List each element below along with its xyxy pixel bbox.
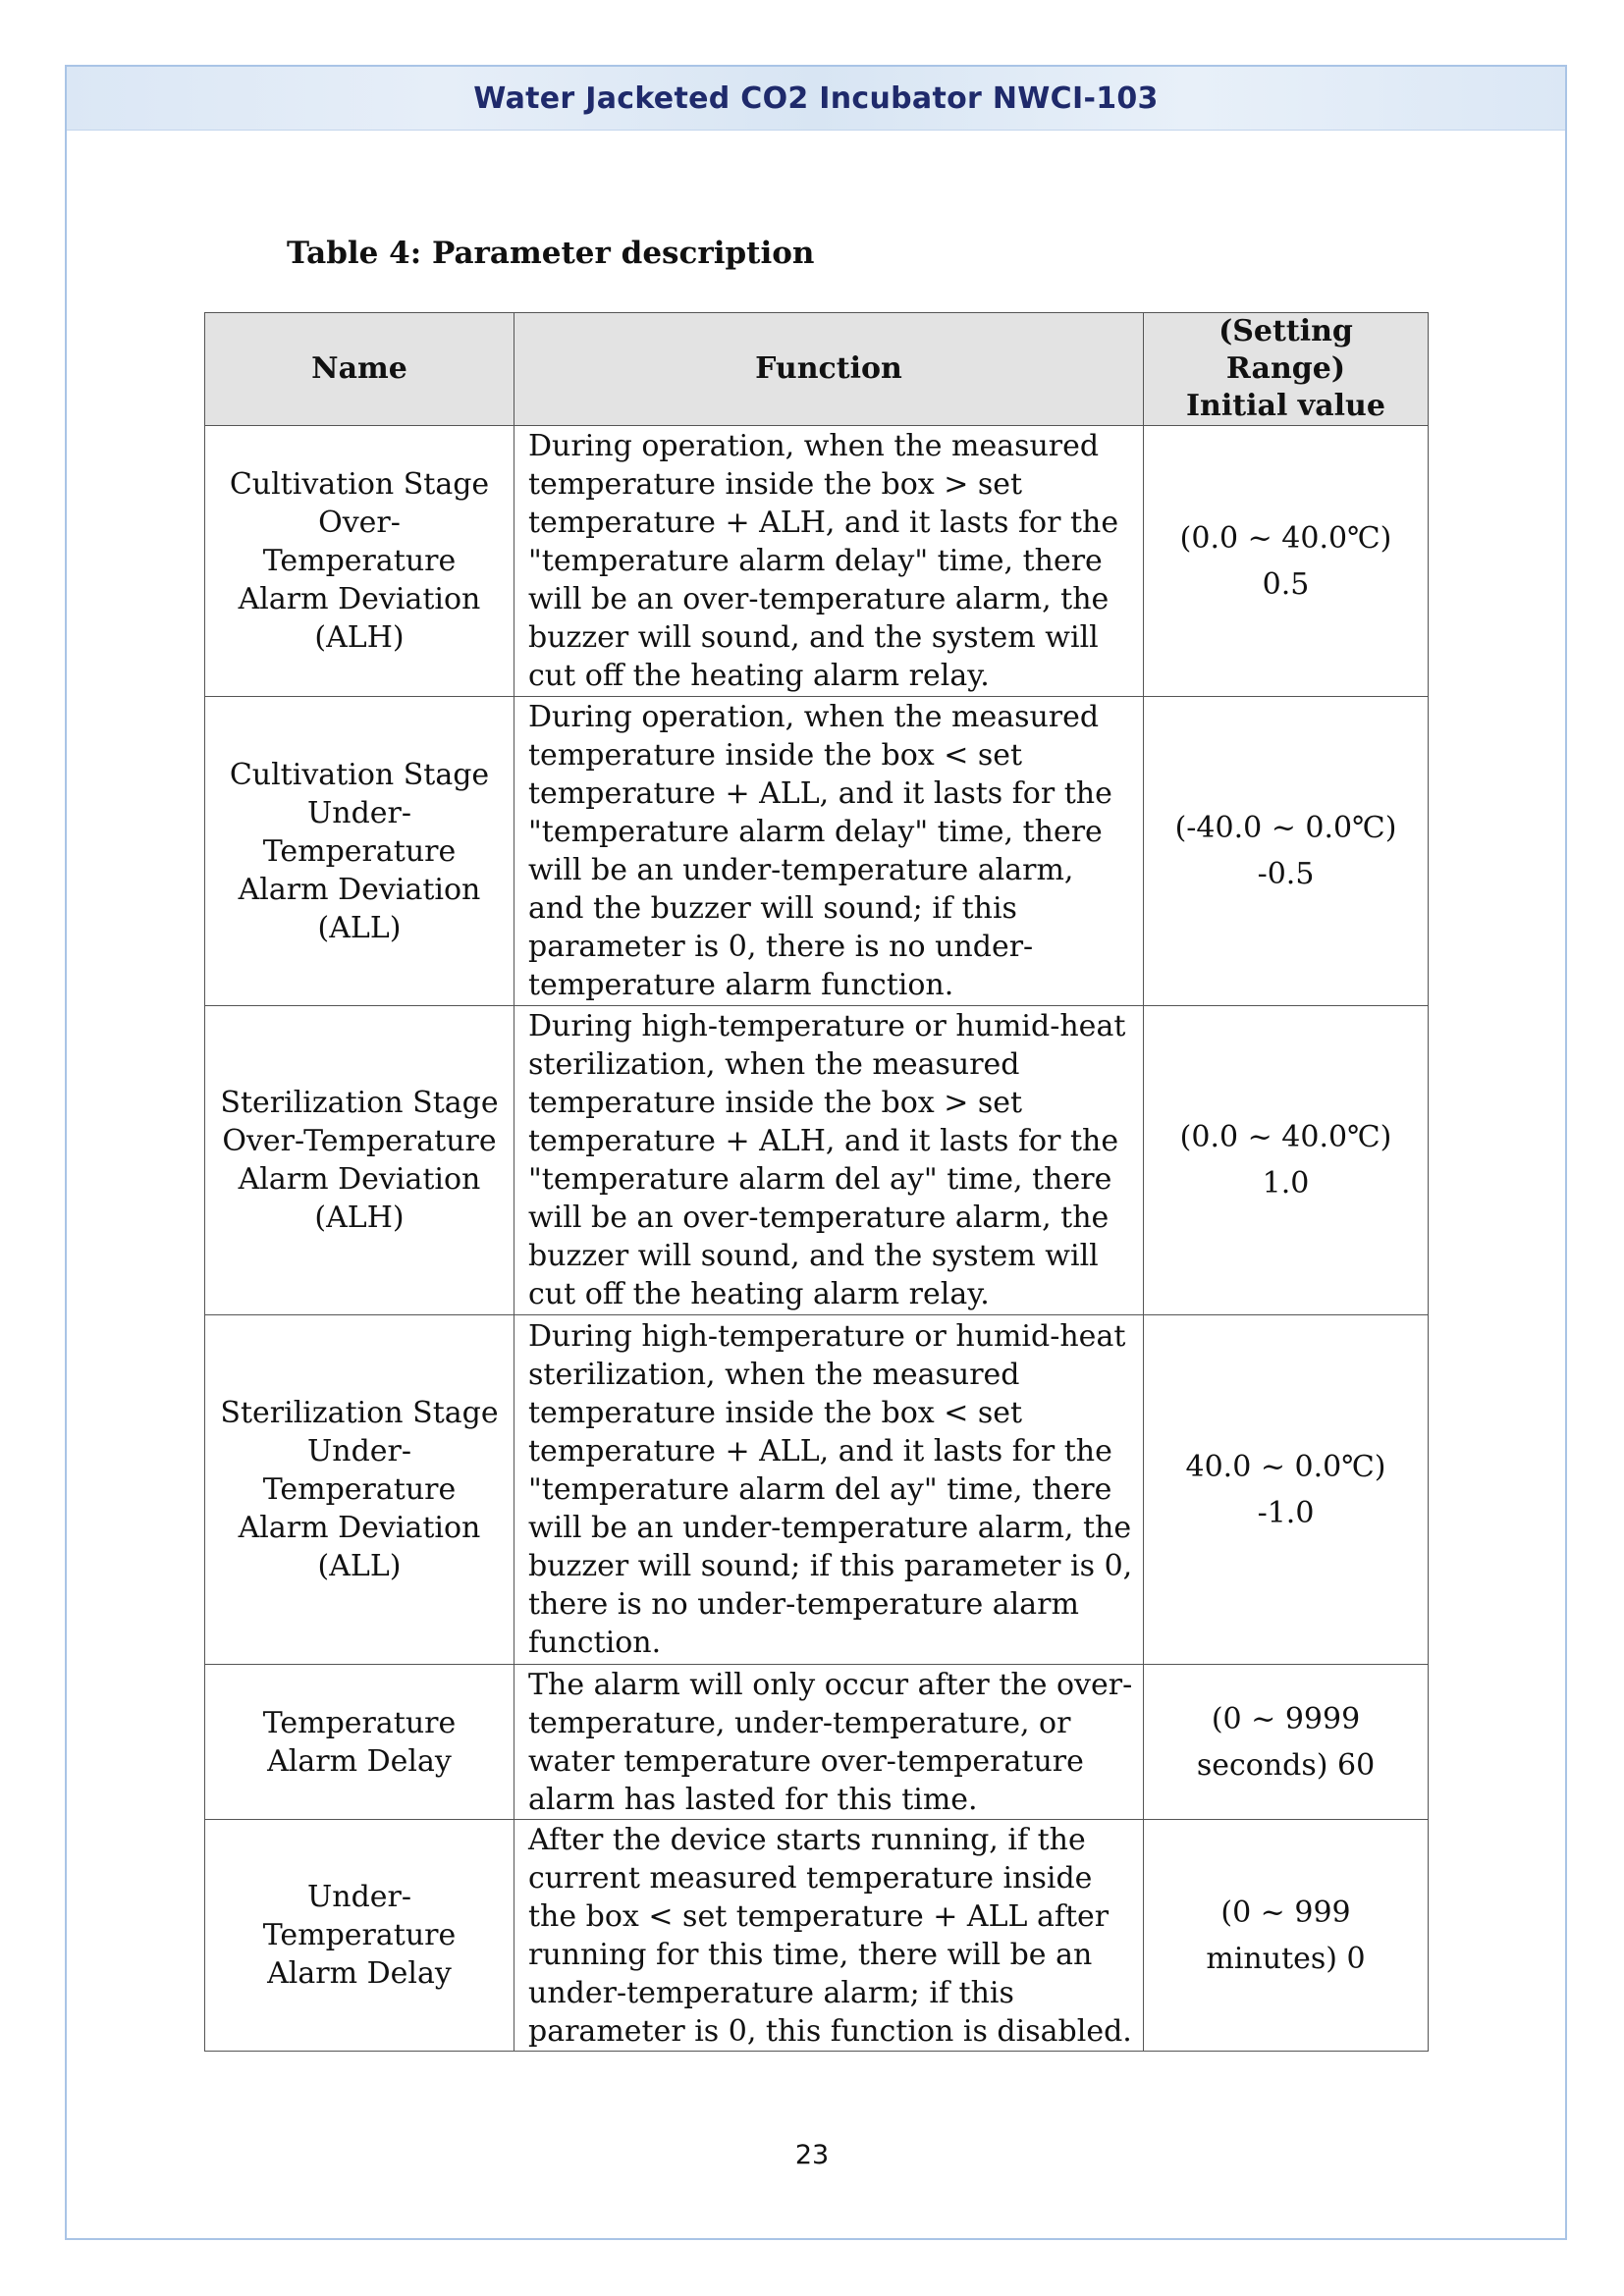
table-row: [205, 1315, 1429, 1665]
cell-function: During high-temperature or humid-heat sterilization, when the measured temperature inside the box > set temperature + ALH, and it lasts for the "temperature alarm del ay" time, there will be an over-temperature alarm, the buzzer will sound, and the system will cut off the heating alarm relay.: [514, 1006, 1144, 1315]
column-header-name: Name: [205, 313, 514, 426]
cell-range: (0 ~ 9999 seconds) 60: [1144, 1665, 1429, 1820]
cell-function: After the device starts running, if the current measured temperature inside the box < set temperature + ALL after running for this time, there will be an under-temperature alarm; if this parameter is 0, this function is disabled.: [514, 1820, 1144, 2052]
table-row: [205, 1006, 1429, 1315]
cell-function: The alarm will only occur after the over-temperature, under-temperature, or water temperature over-temperature alarm has lasted for this time.: [514, 1665, 1144, 1820]
table-row: [205, 426, 1429, 697]
cell-range: (-40.0 ~ 0.0℃) -0.5: [1144, 697, 1429, 1006]
table-row: [205, 697, 1429, 1006]
table-caption: Table 4: Parameter description: [287, 236, 815, 271]
column-header-range: (Setting Range) Initial value: [1144, 313, 1429, 426]
cell-name: Under-Temperature Alarm Delay: [205, 1820, 514, 2052]
cell-name: Cultivation Stage Under-Temperature Alarm Deviation (ALL): [205, 697, 514, 1006]
cell-range: (0.0 ~ 40.0℃) 1.0: [1144, 1006, 1429, 1315]
cell-range: (0.0 ~ 40.0℃) 0.5: [1144, 426, 1429, 697]
page-header: [67, 67, 1565, 131]
parameter-table: [204, 312, 1429, 2052]
cell-range: (0 ~ 999 minutes) 0: [1144, 1820, 1429, 2052]
cell-name: Cultivation Stage Over-Temperature Alarm Deviation (ALH): [205, 426, 514, 697]
page-number: 23: [794, 2140, 830, 2170]
table-row: [205, 1665, 1429, 1820]
cell-function: During high-temperature or humid-heat sterilization, when the measured temperature inside the box < set temperature + ALL, and it lasts for the "temperature alarm del ay" time, there will be an under-temperature alarm, the buzzer will sound; if this parameter is 0, there is no under-temperature alarm function.: [514, 1315, 1144, 1665]
cell-name: Sterilization Stage Under-Temperature Alarm Deviation (ALL): [205, 1315, 514, 1665]
cell-function: During operation, when the measured temperature inside the box > set temperature + ALH, and it lasts for the "temperature alarm delay" time, there will be an over-temperature alarm, the buzzer will sound, and the system will cut off the heating alarm relay.: [514, 426, 1144, 697]
cell-function: During operation, when the measured temperature inside the box < set temperature + ALL, and it lasts for the "temperature alarm delay" time, there will be an under-temperature alarm, and the buzzer will sound; if this parameter is 0, there is no under-temperature alarm function.: [514, 697, 1144, 1006]
cell-name: Sterilization Stage Over-Temperature Alarm Deviation (ALH): [205, 1006, 514, 1315]
table-row: [205, 1820, 1429, 2052]
column-header-function: Function: [514, 313, 1144, 426]
document-title: Water Jacketed CO2 Incubator NWCI-103: [473, 80, 1159, 116]
table-header-row: [205, 313, 1429, 426]
cell-range: 40.0 ~ 0.0℃) -1.0: [1144, 1315, 1429, 1665]
cell-name: Temperature Alarm Delay: [205, 1665, 514, 1820]
